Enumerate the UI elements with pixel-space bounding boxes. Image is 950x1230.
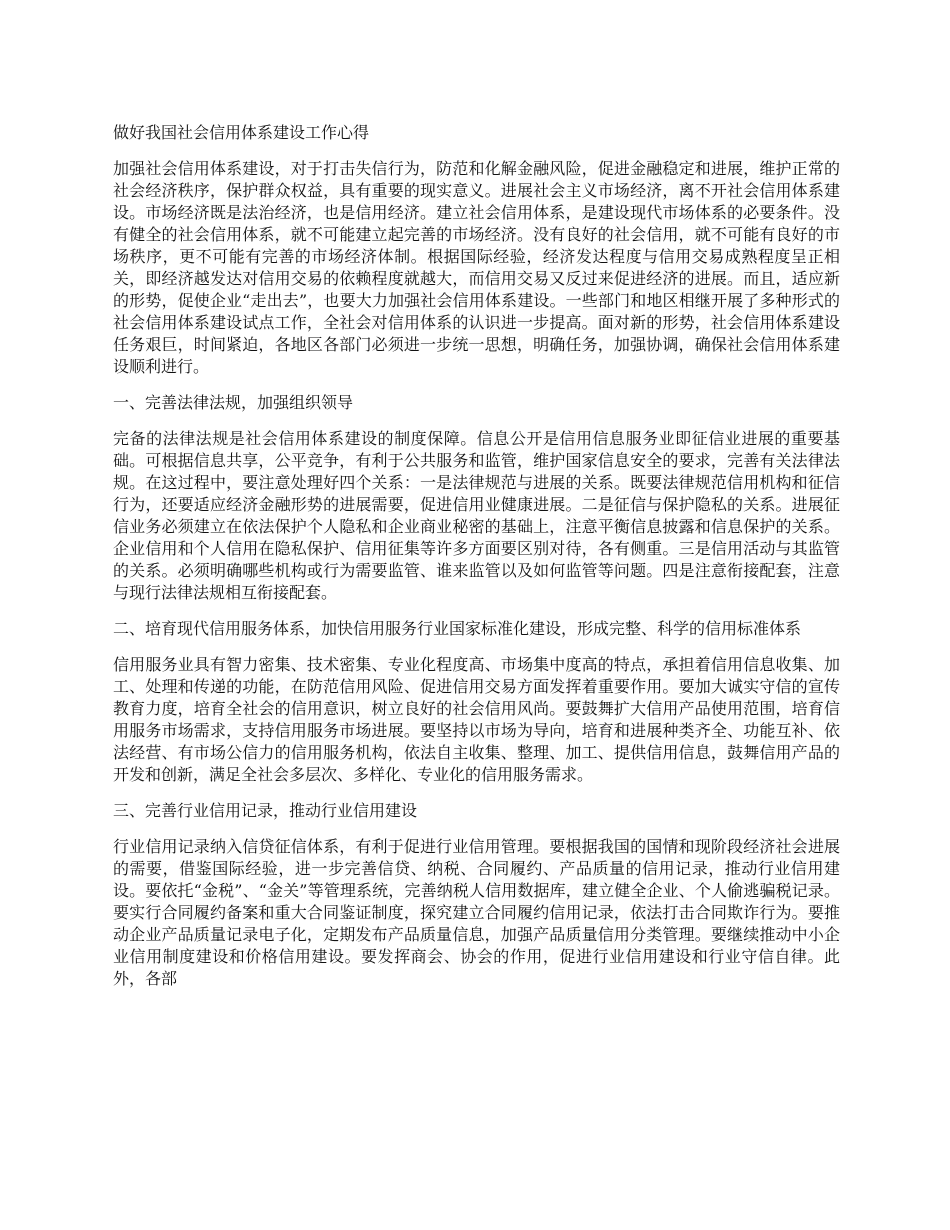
document-title: 做好我国社会信用体系建设工作心得 — [113, 123, 370, 142]
section-2-heading: 二、培育现代信用服务体系，加快信用服务行业国家标准化建设，形成完整、科学的信用标准体系 — [113, 619, 802, 638]
section-1-body: 完备的法律法规是社会信用体系建设的制度保障。信息公开是信用信息服务业即征信业进展的重要基础。可根据信息共享，公平竞争，有利于公共服务和监管，维护国家信息安全的要求，完善有关法律法规。在这过程中，要注意处理好四个关系：一是法律规范与进展的关系。既要法律规范信用机构和征信行为，还要适应经济金融形势的进展需要，促进信用业健康进展。二是征信与保护隐私的关系。进展征信业务必须建立在依法保护个人隐私和企业商业秘密的基础上，注意平衡信息披露和信息保护的关系。企业信用和个人信用在隐私保护、信用征集等许多方面要区别对待，各有侧重。三是信用活动与其监管的关系。必须明确哪些机构或行为需要监管、谁来监管以及如何监管等问题。四是注意衔接配套，注意与现行法律法规相互衔接配套。 — [113, 429, 840, 602]
intro-paragraph: 加强社会信用体系建设，对于打击失信行为，防范和化解金融风险，促进金融稳定和进展，维护正常的社会经济秩序，保护群众权益，具有重要的现实意义。进展社会主义市场经济，离不开社会信用体系建设。市场经济既是法治经济，也是信用经济。建立社会信用体系，是建设现代市场体系的必要条件。没有健全的社会信用体系，就不可能建立起完善的市场经济。没有良好的社会信用，就不可能有良好的市场秩序，更不可能有完善的市场经济体制。根据国际经验，经济发达程度与信用交易成熟程度呈正相关，即经济越发达对信用交易的依赖程度就越大，而信用交易又反过来促进经济的进展。而且，适应新的形势，促使企业“走出去”，也要大力加强社会信用体系建设。一些部门和地区相继开展了多种形式的社会信用体系建设试点工作，全社会对信用体系的认识进一步提高。面对新的形势，社会信用体系建设任务艰巨，时间紧迫，各地区各部门必须进一步统一思想，明确任务，加强协调，确保社会信用体系建设顺利进行。 — [113, 159, 840, 376]
document-page — [113, 122, 840, 1004]
section-1-heading: 一、完善法律法规，加强组织领导 — [113, 393, 354, 412]
section-3-heading: 三、完善行业信用记录，推动行业信用建设 — [113, 801, 418, 820]
section-2-body: 信用服务业具有智力密集、技术密集、专业化程度高、市场集中度高的特点，承担着信用信息收集、加工、处理和传递的功能，在防范信用风险、促进信用交易方面发挥着重要作用。要加大诚实守信的宣传教育力度，培育全社会的信用意识，树立良好的社会信用风尚。要鼓舞扩大信用产品使用范围，培育信用服务市场需求，支持信用服务市场进展。要坚持以市场为导向，培育和进展种类齐全、功能互补、依法经营、有市场公信力的信用服务机构，依法自主收集、整理、加工、提供信用信息，鼓舞信用产品的开发和创新，满足全社会多层次、多样化、专业化的信用服务需求。 — [113, 655, 840, 784]
section-3-body: 行业信用记录纳入信贷征信体系，有利于促进行业信用管理。要根据我国的国情和现阶段经济社会进展的需要，借鉴国际经验，进一步完善信贷、纳税、合同履约、产品质量的信用记录，推动行业信用建设。要依托“金税”、“金关”等管理系统，完善纳税人信用数据库，建立健全企业、个人偷逃骗税记录。要实行合同履约备案和重大合同鉴证制度，探究建立合同履约信用记录，依法打击合同欺诈行为。要推动企业产品质量记录电子化，定期发布产品质量信息，加强产品质量信用分类管理。要继续推动中小企业信用制度建设和价格信用建设。要发挥商会、协会的作用，促进行业信用建设和行业守信自律。此外，各部 — [113, 837, 840, 988]
